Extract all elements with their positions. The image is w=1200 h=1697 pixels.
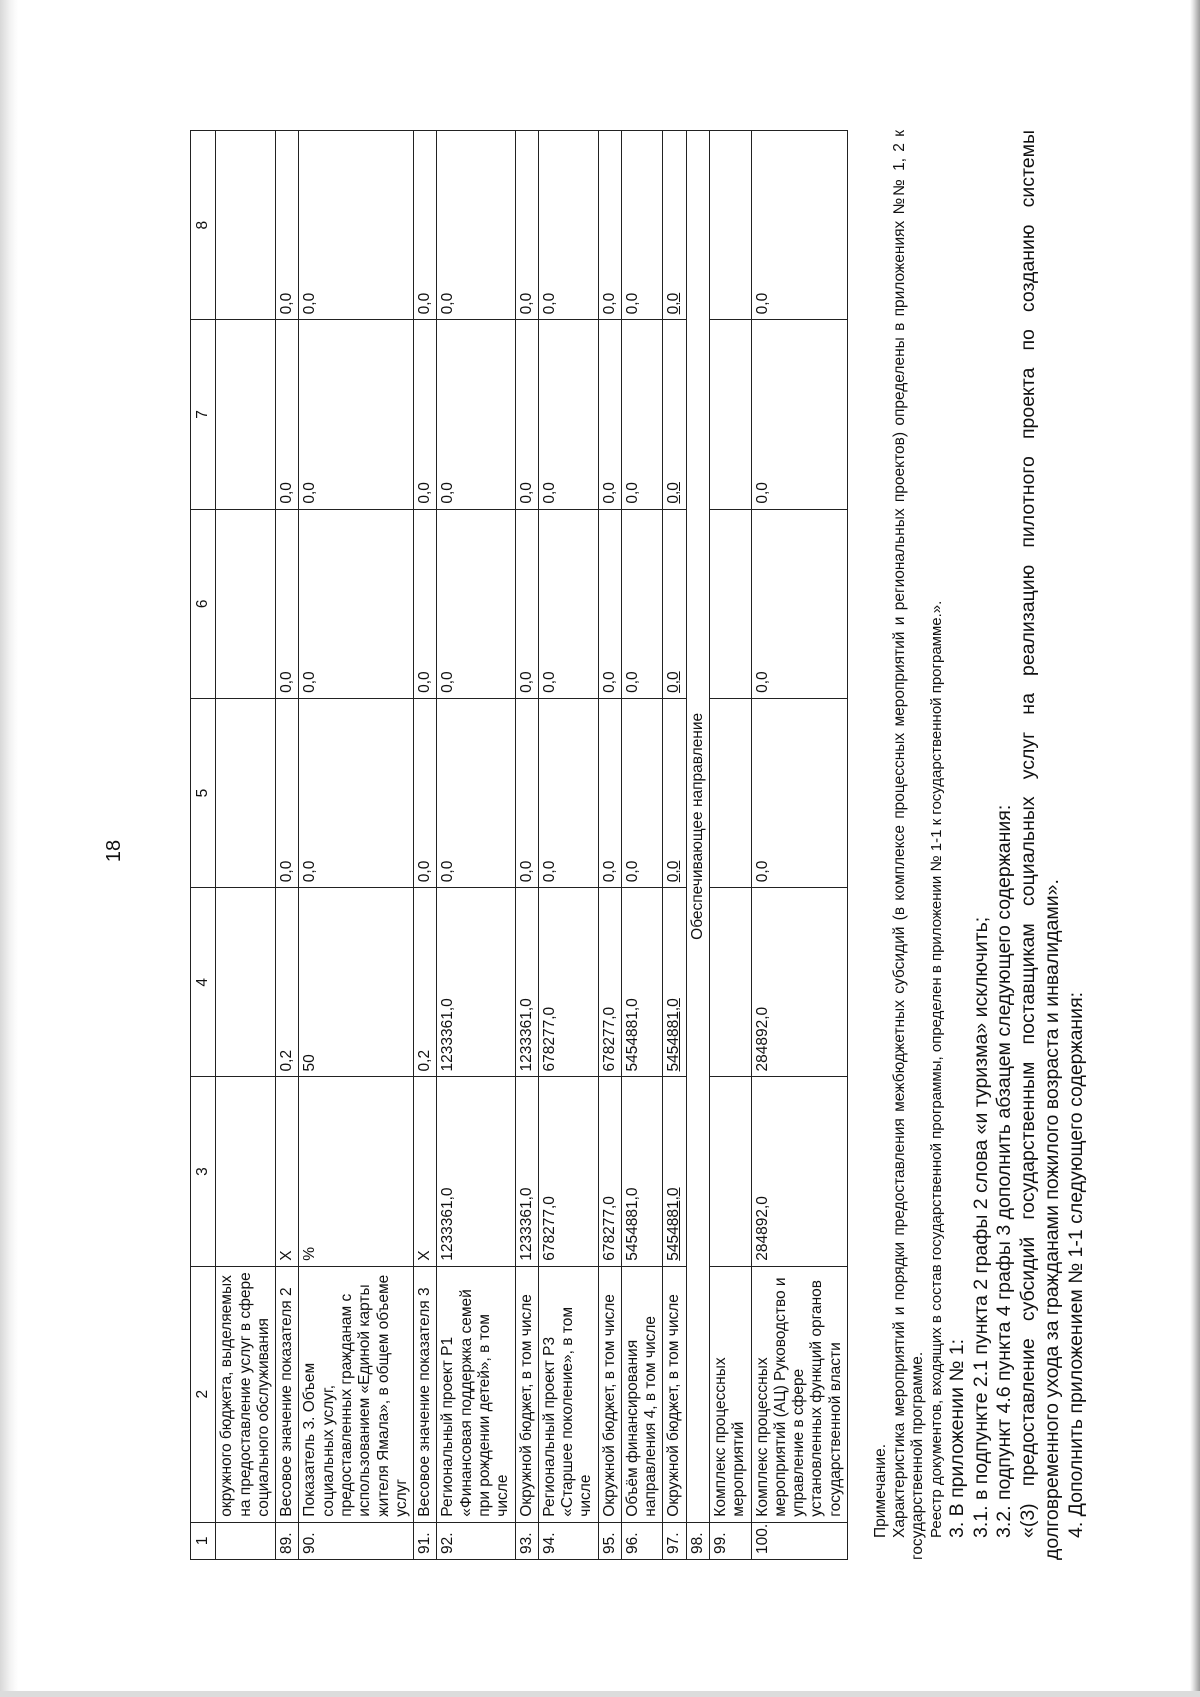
cell-col6: 0,0 — [515, 509, 538, 698]
amendment-quote: «(3) предоставление субсидий государственным поставщикам социальных услуг на реализацию пилотного проекта по созданию системы долговременного ухода за гражданами пожилого возраста и инвалидами». — [1017, 130, 1063, 1560]
row-name: Объём финансирования направления 4, в том числе — [621, 1266, 663, 1522]
row-number: 90. — [299, 1522, 414, 1559]
row-number: 92. — [437, 1522, 515, 1559]
table-row — [538, 131, 598, 1560]
cell-col5: 0,0 — [621, 698, 663, 887]
row-number — [216, 1522, 276, 1559]
cell-col8: 0,0 — [299, 131, 414, 320]
cell-col7: 0,0 — [538, 320, 598, 509]
cell-col4: 0,2 — [276, 888, 299, 1077]
amendment-item: 3. В приложении № 1: — [945, 1338, 968, 1538]
cell-col6: 0,0 — [299, 509, 414, 698]
table-row — [598, 131, 621, 1560]
cell-col4: 1233361,0 — [437, 888, 515, 1077]
cell-col3: 1233361,0 — [437, 1077, 515, 1266]
row-number: 99. — [710, 1522, 752, 1559]
cell-col5: 0,0 — [598, 698, 621, 887]
rotated-page-content — [190, 130, 1190, 1560]
row-name: Окружной бюджет, в том числе — [598, 1266, 621, 1522]
cell-col6: 0,0 — [538, 509, 598, 698]
table-row — [414, 131, 437, 1560]
row-name: Комплекс процессных мероприятий (АЦ) Руководство и управление в сфере установленных функций органов государственной власти — [751, 1266, 847, 1522]
cell-col7: 0,0 — [663, 320, 686, 509]
cell-col8: 0,0 — [663, 131, 686, 320]
cell-col7: 0,0 — [276, 320, 299, 509]
table-row — [216, 131, 276, 1560]
table-row — [276, 131, 299, 1560]
cell-col6: 0,0 — [414, 509, 437, 698]
amendment-item: 3.1. в подпункте 2.1 пункта 2 графы 2 слова «и туризма» исключить; — [969, 916, 992, 1538]
cell-col8: 0,0 — [437, 131, 515, 320]
table-section-row — [686, 131, 709, 1560]
row-number: 89. — [276, 1522, 299, 1559]
cell-col5: 0,0 — [299, 698, 414, 887]
cell-col5: 0,0 — [515, 698, 538, 887]
scan-edge-right — [1190, 0, 1200, 1697]
cell-col4 — [710, 888, 752, 1077]
cell-col3: 284892,0 — [751, 1077, 847, 1266]
cell-col6: 0,0 — [663, 509, 686, 698]
scan-edge-bottom — [0, 1691, 1200, 1697]
row-name: окружного бюджета, выделяемых на предоставление услуг в сфере социального обслуживания — [216, 1266, 276, 1522]
cell-col5 — [216, 698, 276, 887]
row-name: Региональный проект Р3 «Старшее поколение», в том числе — [538, 1266, 598, 1522]
cell-col7: 0,0 — [515, 320, 538, 509]
header-cell: 6 — [191, 509, 216, 698]
cell-col8: 0,0 — [276, 131, 299, 320]
cell-col7: 0,0 — [621, 320, 663, 509]
cell-col6: 0,0 — [598, 509, 621, 698]
cell-col3: X — [276, 1077, 299, 1266]
cell-col8: 0,0 — [414, 131, 437, 320]
program-table — [190, 130, 848, 1560]
header-cell: 2 — [191, 1266, 216, 1522]
table-row — [751, 131, 847, 1560]
table-row — [515, 131, 538, 1560]
table-row — [621, 131, 663, 1560]
cell-col5: 0,0 — [437, 698, 515, 887]
cell-col8 — [216, 131, 276, 320]
cell-col5: 0,0 — [663, 698, 686, 887]
cell-col6 — [710, 509, 752, 698]
scan-edge-left — [0, 0, 18, 1697]
row-number: 95. — [598, 1522, 621, 1559]
cell-col6: 0,0 — [276, 509, 299, 698]
cell-col4: 5454881,0 — [621, 888, 663, 1077]
header-cell: 8 — [191, 131, 216, 320]
cell-col3: 678277,0 — [538, 1077, 598, 1266]
table-header-row — [191, 131, 216, 1560]
cell-col5 — [710, 698, 752, 887]
row-name: Показатель 3. Объем социальных услуг, предоставленных гражданам с использованием «Единой карты жителя Ямала», в общем объеме услуг — [299, 1266, 414, 1522]
cell-col3: X — [414, 1077, 437, 1266]
cell-col4 — [216, 888, 276, 1077]
cell-col4: 5454881,0 — [663, 888, 686, 1077]
cell-col7: 0,0 — [414, 320, 437, 509]
amendment-item: 3.2. подпункт 4.6 пункта 4 графы 3 дополнить абзацем следующего содержания: — [993, 804, 1016, 1538]
cell-col6: 0,0 — [621, 509, 663, 698]
cell-col4: 678277,0 — [538, 888, 598, 1077]
row-name: Окружной бюджет, в том числе — [663, 1266, 686, 1522]
table-row — [663, 131, 686, 1560]
row-name: Весовое значение показателя 3 — [414, 1266, 437, 1522]
cell-col4: 50 — [299, 888, 414, 1077]
cell-col6: 0,0 — [751, 509, 847, 698]
row-number: 98. — [686, 1522, 709, 1559]
note-paragraph: Характеристика мероприятий и порядки предоставления межбюджетных субсидий (в комплексе процессных мероприятий и региональных проектов) определены в приложениях №№ 1, 2 к государственной программе. — [890, 130, 927, 1560]
cell-col4: 0,2 — [414, 888, 437, 1077]
cell-col7 — [710, 320, 752, 509]
row-number: 94. — [538, 1522, 598, 1559]
cell-col5: 0,0 — [538, 698, 598, 887]
page-number: 18 — [103, 839, 125, 863]
row-name: Комплекс процессных мероприятий — [710, 1266, 752, 1522]
cell-col8: 0,0 — [751, 131, 847, 320]
cell-col7: 0,0 — [598, 320, 621, 509]
header-cell: 4 — [191, 888, 216, 1077]
cell-col3 — [710, 1077, 752, 1266]
cell-col8: 0,0 — [515, 131, 538, 320]
cell-col3: 5454881,0 — [663, 1077, 686, 1266]
cell-col6 — [216, 509, 276, 698]
cell-col7: 0,0 — [751, 320, 847, 509]
section-title: Обеспечивающее направление — [686, 131, 709, 1523]
cell-col4: 284892,0 — [751, 888, 847, 1077]
cell-col6: 0,0 — [437, 509, 515, 698]
header-cell: 7 — [191, 320, 216, 509]
cell-col7: 0,0 — [299, 320, 414, 509]
cell-col3: % — [299, 1077, 414, 1266]
notes-block — [872, 130, 1088, 1560]
amendment-item: 4. Дополнить приложением № 1-1 следующего содержания: — [1064, 991, 1087, 1538]
row-number: 91. — [414, 1522, 437, 1559]
row-name: Окружной бюджет, в том числе — [515, 1266, 538, 1522]
cell-col8: 0,0 — [621, 131, 663, 320]
cell-col3: 5454881,0 — [621, 1077, 663, 1266]
cell-col4: 678277,0 — [598, 888, 621, 1077]
row-name: Региональный проект Р1 «Финансовая поддержка семей при рождении детей», в том числе — [437, 1266, 515, 1522]
header-cell: 3 — [191, 1077, 216, 1266]
row-number: 97. — [663, 1522, 686, 1559]
note-paragraph: Реестр документов, входящих в состав государственной программы, определен в приложении № 1-1 к государственной программе.». — [927, 600, 945, 1538]
table-row — [437, 131, 515, 1560]
cell-col7: 0,0 — [437, 320, 515, 509]
table-row — [710, 131, 752, 1560]
cell-col8: 0,0 — [538, 131, 598, 320]
row-number: 100. — [751, 1522, 847, 1559]
cell-col3 — [216, 1077, 276, 1266]
cell-col5: 0,0 — [751, 698, 847, 887]
row-name: Весовое значение показателя 2 — [276, 1266, 299, 1522]
table-row — [299, 131, 414, 1560]
cell-col8 — [710, 131, 752, 320]
row-number: 93. — [515, 1522, 538, 1559]
cell-col7 — [216, 320, 276, 509]
notes-title: Примечание. — [872, 1443, 889, 1538]
cell-col3: 678277,0 — [598, 1077, 621, 1266]
row-number: 96. — [621, 1522, 663, 1559]
header-cell: 5 — [191, 698, 216, 887]
cell-col5: 0,0 — [414, 698, 437, 887]
cell-col8: 0,0 — [598, 131, 621, 320]
cell-col4: 1233361,0 — [515, 888, 538, 1077]
header-cell: 1 — [191, 1522, 216, 1559]
cell-col5: 0,0 — [276, 698, 299, 887]
cell-col3: 1233361,0 — [515, 1077, 538, 1266]
